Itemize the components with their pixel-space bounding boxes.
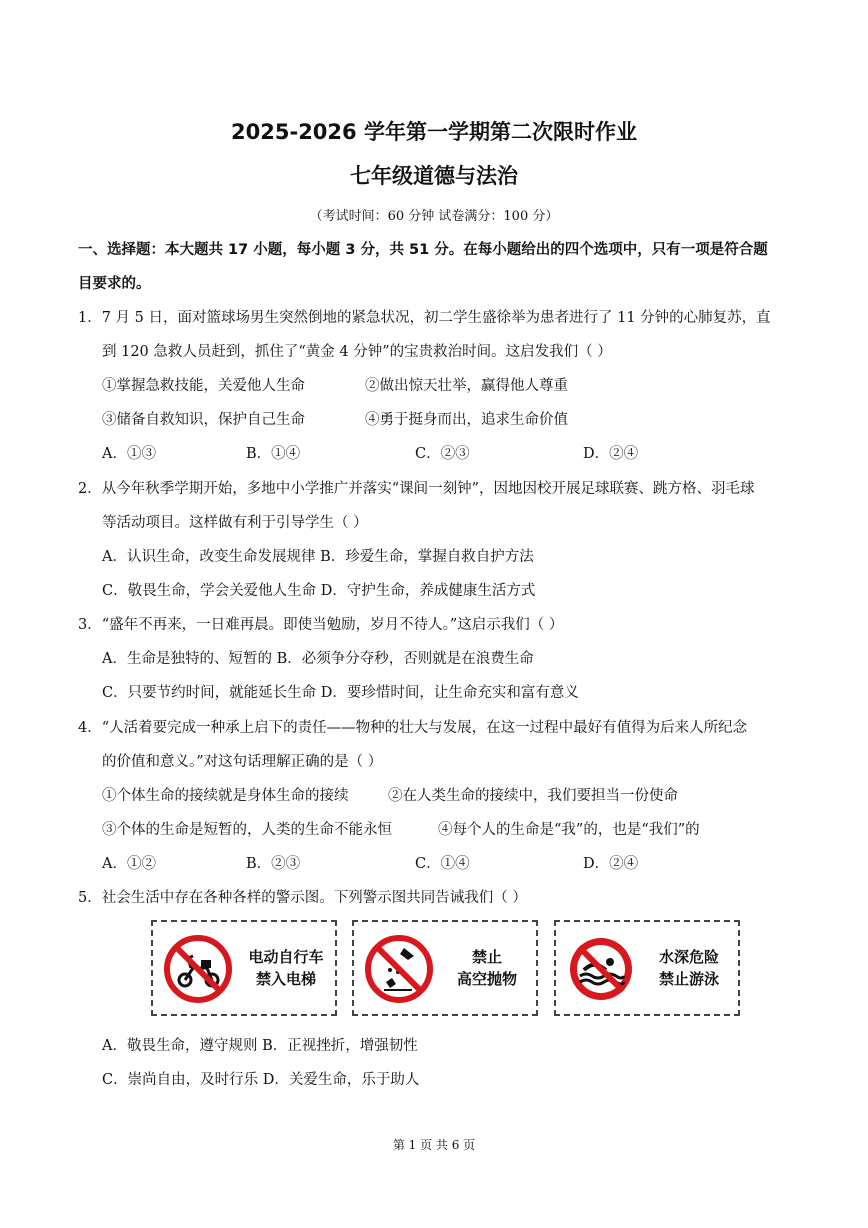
warning-sign-electric-bike (151, 920, 337, 1016)
option-c: C．①④ (415, 856, 470, 872)
option-a: A．①② (102, 856, 156, 872)
sign-label (241, 946, 331, 990)
option-line: A．生命是独特的、短暂的 B．必须争分夺秒，否则就是在浪费生命 (102, 651, 534, 667)
sign-label-line2: 禁止游泳 (658, 970, 719, 988)
statement: ③个体的生命是短暂的，人类的生命不能永恒 (102, 822, 392, 838)
statement: ②在人类生命的接续中，我们要担当一份使命 (388, 788, 678, 804)
page-number: 第 1 页 共 6 页 (392, 1138, 476, 1152)
option-line: C．只要节约时间，就能延长生命 D．要珍惜时间，让生命充实和富有意义 (102, 685, 579, 701)
statement: ④勇于挺身而出，追求生命价值 (365, 412, 568, 428)
question-stem: 4．“人活着要完成一种承上启下的责任——物种的壮大与发展，在这一过程中最好有值得为后来人所纪念 (78, 720, 748, 736)
question-stem: 1．7 月 5 日，面对篮球场男生突然倒地的紧急状况，初二学生盛徐举为患者进行了 11 分钟的心肺复苏，直 (78, 310, 771, 326)
exam-info: （考试时间：60 分钟 试卷满分：100 分） (309, 209, 559, 224)
option-d: D．②④ (583, 446, 639, 462)
statement: ③储备自救知识，保护自己生命 (102, 412, 305, 428)
question-stem: 3．“盛年不再来，一日难再晨。即使当勉励，岁月不待人。”这启示我们（ ） (78, 617, 564, 633)
sign-label-line1: 水深危险 (658, 948, 719, 966)
sign-label (442, 946, 532, 990)
statement: ④每个人的生命是“我”的，也是“我们”的 (438, 822, 700, 838)
option-d: D．②④ (583, 856, 639, 872)
exam-title: 2025-2026 学年第一学期第二次限时作业 (231, 120, 637, 144)
question-stem: 的价值和意义。”对这句话理解正确的是（ ） (102, 754, 383, 770)
no-throwing-objects-icon (364, 934, 434, 1004)
sign-label (644, 946, 734, 990)
no-swimming-icon (566, 934, 636, 1004)
statement: ①掌握急救技能，关爱他人生命 (102, 378, 305, 394)
option-b: B．①④ (246, 446, 301, 462)
option-line: A．敬畏生命，遵守规则 B．正视挫折，增强韧性 (102, 1038, 418, 1054)
option-b: B．②③ (246, 856, 301, 872)
question-stem: 2．从今年秋季学期开始，多地中小学推广并落实“课间一刻钟”，因地因校开展足球联赛、跳方格、羽毛球 (78, 481, 755, 497)
question-stem: 5．社会生活中存在各种各样的警示图。下列警示图共同告诫我们（ ） (78, 890, 527, 906)
sign-label-line1: 禁止 (471, 948, 502, 966)
exam-subtitle: 七年级道德与法治 (350, 164, 518, 188)
section-heading-line2: 目要求的。 (78, 276, 151, 292)
sign-label-line1: 电动自行车 (248, 948, 324, 966)
option-line: C．崇尚自由，及时行乐 D．关爱生命，乐于助人 (102, 1072, 420, 1088)
question-stem: 到 120 急救人员赶到，抓住了“黄金 4 分钟”的宝贵救治时间。这启发我们（ ） (102, 344, 612, 360)
statement: ②做出惊天壮举，赢得他人尊重 (365, 378, 568, 394)
statement: ①个体生命的接续就是身体生命的接续 (102, 788, 349, 804)
warning-sign-throwing (352, 920, 538, 1016)
no-electric-bike-icon (163, 934, 233, 1004)
question-stem: 等活动项目。这样做有利于引导学生（ ） (102, 515, 368, 531)
section-heading-line1: 一、选择题：本大题共 17 小题，每小题 3 分，共 51 分。在每小题给出的四个选项中，只有一项是符合题 (78, 242, 768, 258)
option-a: A．①③ (102, 446, 156, 462)
option-line: C．敬畏生命，学会关爱他人生命 D．守护生命，养成健康生活方式 (102, 583, 536, 599)
sign-label-line2: 高空抛物 (456, 970, 517, 988)
sign-label-line2: 禁入电梯 (255, 970, 316, 988)
warning-sign-swimming (554, 920, 740, 1016)
option-line: A．认识生命，改变生命发展规律 B．珍爱生命，掌握自救自护方法 (102, 549, 534, 565)
option-c: C．②③ (415, 446, 470, 462)
